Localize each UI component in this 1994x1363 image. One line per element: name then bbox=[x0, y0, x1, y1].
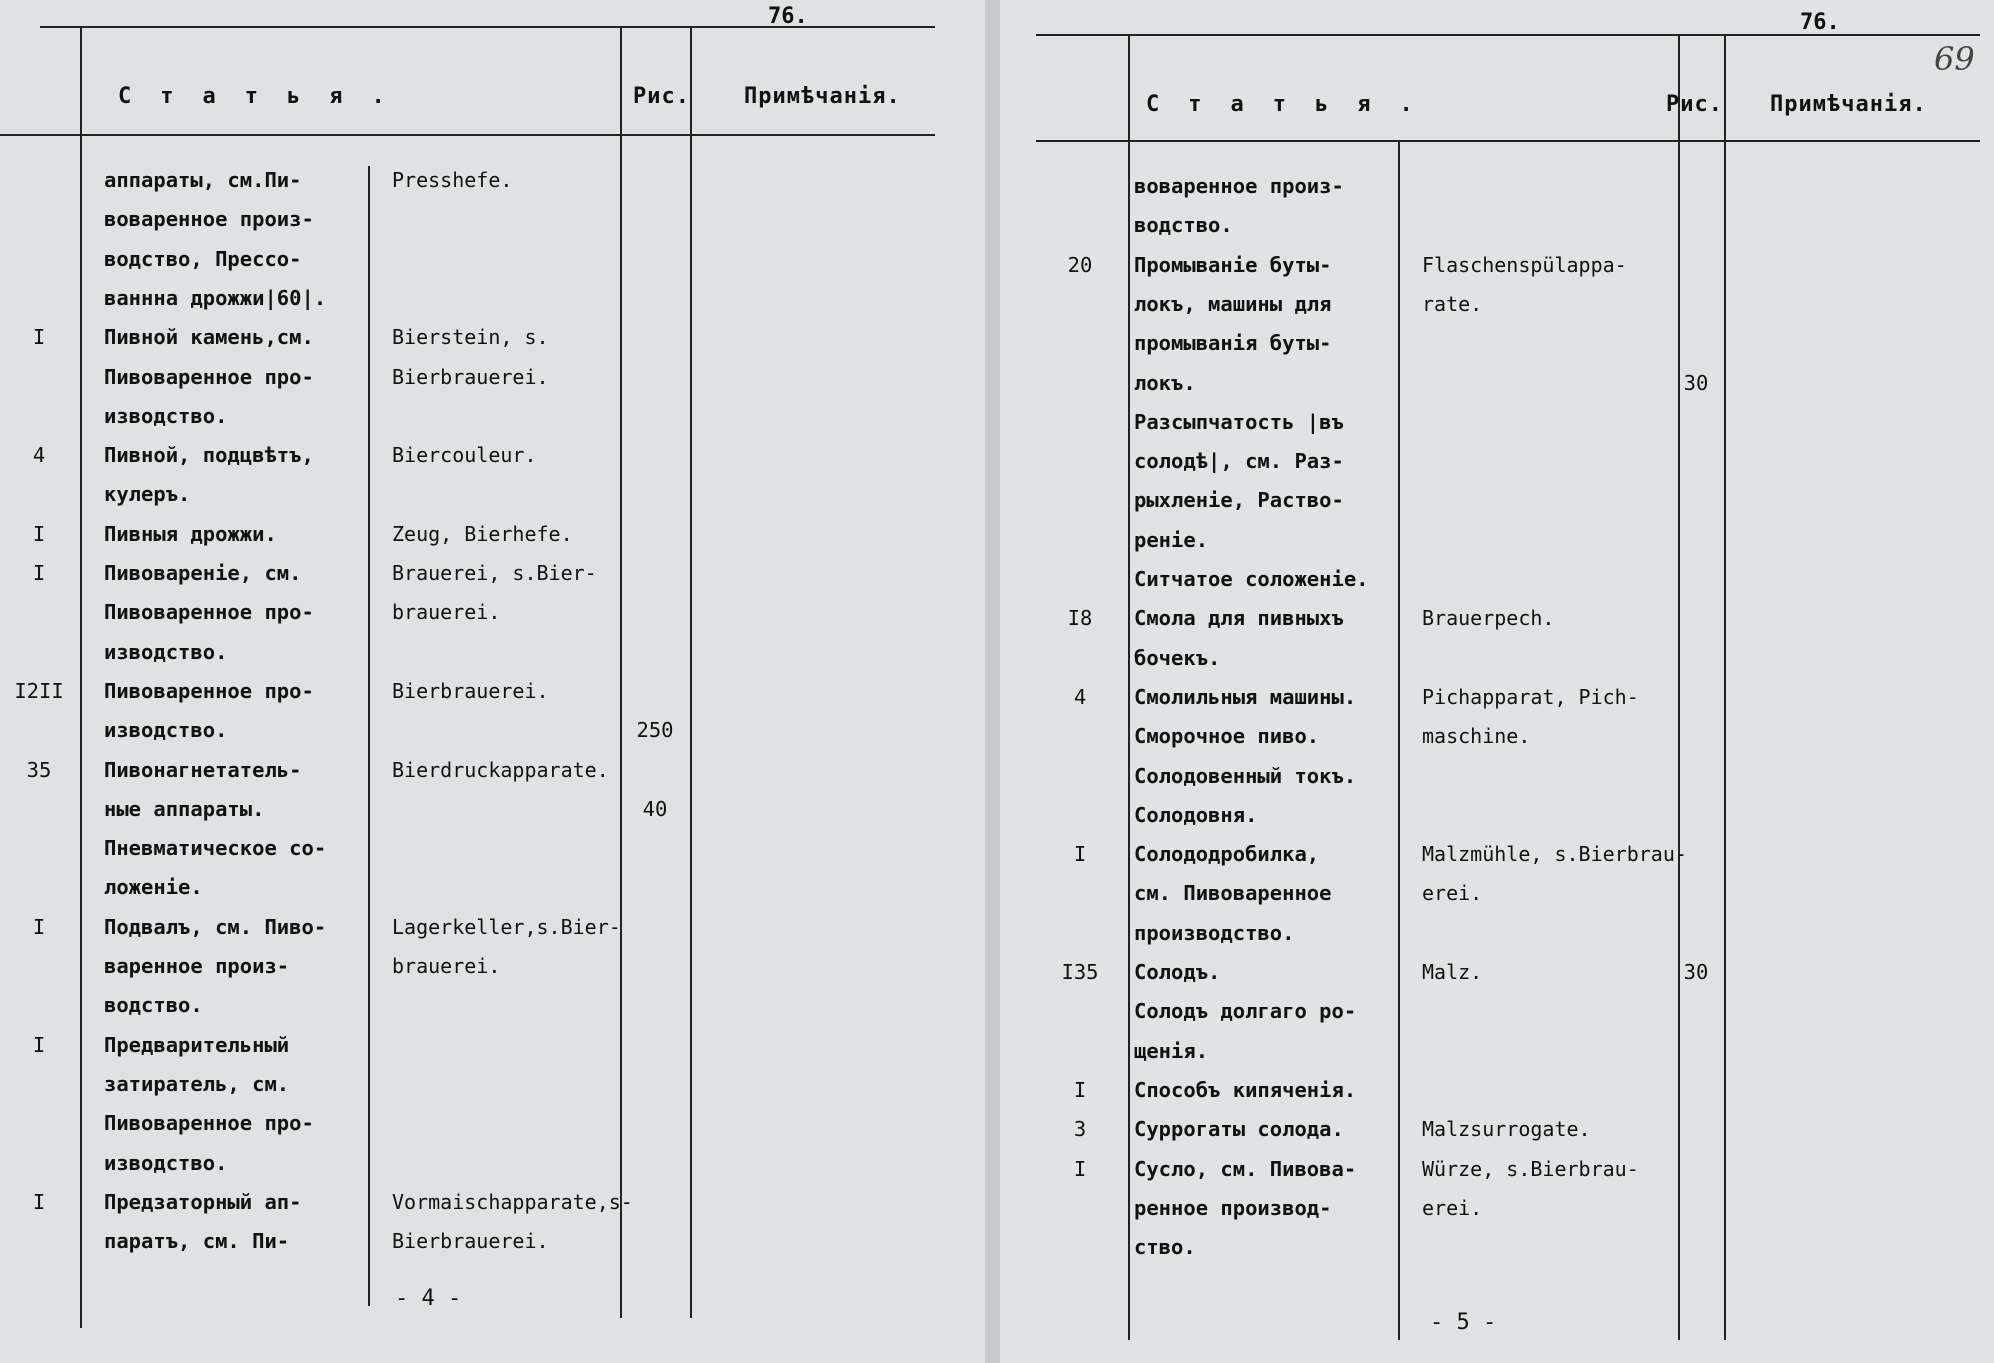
entry-term-russian: ство. bbox=[1134, 1235, 1196, 1260]
entry-term-german: maschine. bbox=[1422, 724, 1531, 749]
table-row bbox=[1000, 205, 1994, 245]
table-row bbox=[1000, 1070, 1994, 1110]
entry-term-russian: Пивоваренное про- bbox=[104, 678, 314, 703]
table-row bbox=[1000, 913, 1994, 953]
entry-term-russian: промыванія буты- bbox=[1134, 331, 1332, 356]
entry-term-russian: паратъ, см. Пи- bbox=[104, 1229, 290, 1254]
table-row bbox=[0, 1221, 985, 1261]
entry-term-russian: Пивныя дрожжи. bbox=[104, 521, 277, 546]
page-number: 76. bbox=[768, 4, 808, 29]
right-page bbox=[1000, 0, 1994, 1363]
entry-term-russian: реніе. bbox=[1134, 527, 1209, 552]
entry-term-german: rate. bbox=[1422, 291, 1483, 316]
table-row bbox=[0, 1182, 985, 1222]
page-number: 76. bbox=[1800, 10, 1840, 35]
entry-term-german: erei. bbox=[1422, 881, 1483, 906]
left-page bbox=[0, 0, 985, 1363]
entry-term-russian: изводство. bbox=[104, 403, 228, 428]
entry-term-russian: Суррогаты солода. bbox=[1134, 1117, 1344, 1142]
table-row bbox=[1000, 166, 1994, 206]
table-row bbox=[0, 946, 985, 986]
entry-term-german: Bierbrauerei. bbox=[392, 678, 549, 703]
table-row bbox=[1000, 756, 1994, 796]
entry-figure-count: 40 bbox=[642, 796, 668, 821]
entry-term-russian: Сусло, см. Пивова- bbox=[1134, 1156, 1357, 1181]
entry-term-russian: Солодовенный токъ. bbox=[1134, 763, 1357, 788]
entry-term-russian: Солодовня. bbox=[1134, 802, 1258, 827]
entry-number: I bbox=[1073, 1156, 1087, 1181]
entry-number: I bbox=[32, 1032, 46, 1057]
entry-number: I bbox=[1073, 842, 1087, 867]
table-row bbox=[0, 985, 985, 1025]
table-row bbox=[0, 671, 985, 711]
entry-number: I bbox=[32, 914, 46, 939]
table-row bbox=[1000, 1149, 1994, 1189]
table-row bbox=[1000, 480, 1994, 520]
table-row bbox=[1000, 716, 1994, 756]
entry-term-russian: локъ. bbox=[1134, 370, 1196, 395]
entry-term-russian: Пивоваренное про- bbox=[104, 600, 314, 625]
entry-term-russian: ренное производ- bbox=[1134, 1195, 1332, 1220]
entry-term-russian: Солодъ. bbox=[1134, 960, 1221, 984]
table-row bbox=[1000, 1109, 1994, 1149]
table-row bbox=[1000, 245, 1994, 285]
entry-term-russian: Промываніе буты- bbox=[1134, 252, 1332, 277]
entry-figure-count: 30 bbox=[1683, 960, 1709, 984]
entry-term-german: Bierdruckapparate. bbox=[392, 757, 609, 782]
table-row bbox=[0, 474, 985, 514]
entry-term-german: Malzsurrogate. bbox=[1422, 1117, 1591, 1142]
table-row bbox=[0, 592, 985, 632]
entry-term-russian: Смола для пивныхъ bbox=[1134, 606, 1344, 631]
entry-term-russian: Пивоваренное про- bbox=[104, 364, 314, 389]
entry-term-russian: Пневматическое со- bbox=[104, 836, 327, 861]
entry-term-german: Bierstein, s. bbox=[392, 325, 549, 350]
entry-term-russian: щенія. bbox=[1134, 1038, 1209, 1063]
entry-term-russian: ные аппараты. bbox=[104, 796, 265, 821]
entry-term-russian: см. Пивоваренное bbox=[1134, 881, 1332, 906]
entry-term-german: Biercouleur. bbox=[392, 443, 537, 468]
table-row bbox=[1000, 1031, 1994, 1071]
header-notes: Примѣчанія. bbox=[744, 84, 901, 109]
table-row bbox=[0, 317, 985, 357]
table-row bbox=[0, 789, 985, 829]
entry-term-russian: водство, Прессо- bbox=[104, 246, 302, 271]
entry-term-russian: Предварительный bbox=[104, 1032, 290, 1057]
table-row bbox=[0, 278, 985, 318]
table-row bbox=[1000, 441, 1994, 481]
header-rule bbox=[1036, 140, 1980, 142]
entry-number: I bbox=[32, 1189, 46, 1214]
table-row bbox=[0, 1103, 985, 1143]
table-row bbox=[1000, 1227, 1994, 1267]
entry-term-russian: изводство. bbox=[104, 639, 228, 664]
entry-term-russian: Разсыпчатость |въ bbox=[1134, 409, 1344, 434]
header-article: Статья. bbox=[118, 84, 414, 109]
entry-term-german: Zeug, Bierhefe. bbox=[392, 521, 573, 546]
entry-number: I bbox=[32, 521, 46, 546]
table-row bbox=[0, 828, 985, 868]
table-row bbox=[0, 396, 985, 436]
entry-term-russian: воваренное произ- bbox=[104, 207, 314, 232]
entry-term-german: Malzmühle, s.Bierbrau- bbox=[1422, 842, 1687, 867]
table-row bbox=[0, 710, 985, 750]
entry-term-german: Presshefe. bbox=[392, 168, 513, 192]
entry-number: I2II bbox=[14, 678, 64, 703]
entry-term-german: Lagerkeller,s.Bier- bbox=[392, 914, 621, 939]
top-rule bbox=[40, 26, 935, 28]
table-row bbox=[1000, 638, 1994, 678]
entry-term-german: Pichapparat, Pich- bbox=[1422, 684, 1639, 709]
table-row bbox=[1000, 677, 1994, 717]
entry-number: I bbox=[32, 325, 46, 350]
page-footer: - 4 - bbox=[395, 1286, 462, 1311]
table-row bbox=[1000, 598, 1994, 638]
table-row bbox=[0, 632, 985, 672]
entry-term-russian: Смолильныя машины. bbox=[1134, 684, 1357, 709]
entry-term-russian: Пивовареніе, см. bbox=[104, 561, 302, 585]
entry-term-russian: аппараты, см.Пи- bbox=[104, 168, 302, 192]
entry-term-german: Vormaischapparate,s- bbox=[392, 1189, 633, 1214]
entry-term-russian: водство. bbox=[104, 993, 203, 1018]
table-row bbox=[1000, 323, 1994, 363]
table-row bbox=[1000, 952, 1994, 992]
header-article: Статья. bbox=[1146, 92, 1442, 117]
entry-term-russian: Сморочное пиво. bbox=[1134, 724, 1320, 749]
entry-term-russian: Ситчатое соложеніе. bbox=[1134, 567, 1369, 591]
entry-term-russian: Пивной камень,см. bbox=[104, 325, 314, 350]
entry-term-russian: изводство. bbox=[104, 1150, 228, 1175]
entry-number: 3 bbox=[1073, 1117, 1087, 1142]
handwritten-page-number: 69 bbox=[1934, 40, 1975, 78]
header-rule bbox=[0, 134, 935, 136]
table-row bbox=[1000, 991, 1994, 1031]
entry-number: I bbox=[32, 561, 46, 585]
table-row bbox=[1000, 1188, 1994, 1228]
entry-term-russian: локъ, машины для bbox=[1134, 291, 1332, 316]
header-fig: Рис. bbox=[633, 84, 690, 109]
table-row bbox=[0, 435, 985, 475]
entry-term-russian: Пивонагнетатель- bbox=[104, 757, 302, 782]
entry-term-german: brauerei. bbox=[392, 954, 501, 978]
table-row bbox=[0, 750, 985, 790]
table-row bbox=[1000, 284, 1994, 324]
entry-term-russian: Солодъ долгаго ро- bbox=[1134, 999, 1357, 1024]
entry-term-russian: кулеръ. bbox=[104, 482, 191, 507]
entry-term-russian: Пивной, подцвѣтъ, bbox=[104, 443, 314, 468]
entry-term-russian: рыхленіе, Раство- bbox=[1134, 488, 1344, 513]
top-rule bbox=[1036, 34, 1980, 36]
entry-term-russian: ложеніе. bbox=[104, 875, 203, 900]
table-row bbox=[1000, 363, 1994, 403]
table-row bbox=[1000, 873, 1994, 913]
entry-term-russian: бочекъ. bbox=[1134, 645, 1221, 670]
entry-term-german: Brauerei, s.Bier- bbox=[392, 561, 597, 585]
entry-term-russian: затиратель, см. bbox=[104, 1071, 290, 1096]
entry-term-russian: варенное произ- bbox=[104, 954, 290, 978]
table-row bbox=[1000, 834, 1994, 874]
entry-number: 4 bbox=[1073, 684, 1087, 709]
table-row bbox=[1000, 520, 1994, 560]
table-row bbox=[1000, 402, 1994, 442]
page-footer: - 5 - bbox=[1430, 1310, 1497, 1335]
entry-term-russian: ваннна дрожжи|60|. bbox=[104, 285, 327, 310]
entry-term-russian: производство. bbox=[1134, 920, 1295, 945]
entry-term-russian: солодѣ|, см. Раз- bbox=[1134, 449, 1344, 474]
entry-term-russian: Солододробилка, bbox=[1134, 842, 1320, 867]
entry-term-german: Flaschenspülappa- bbox=[1422, 252, 1627, 277]
table-row bbox=[0, 1025, 985, 1065]
table-row bbox=[0, 357, 985, 397]
entry-term-russian: Подвалъ, см. Пиво- bbox=[104, 914, 327, 939]
entry-number: I bbox=[1073, 1077, 1087, 1102]
entry-figure-count: 250 bbox=[636, 718, 674, 743]
entry-number: I8 bbox=[1067, 606, 1093, 631]
entry-number: 20 bbox=[1067, 252, 1093, 277]
entry-term-german: erei. bbox=[1422, 1195, 1483, 1220]
entry-number: I35 bbox=[1061, 960, 1099, 984]
header-fig: Рис. bbox=[1666, 92, 1723, 117]
table-row bbox=[0, 160, 985, 200]
table-row bbox=[0, 1143, 985, 1183]
table-row bbox=[0, 867, 985, 907]
entry-term-german: brauerei. bbox=[392, 600, 501, 625]
table-row bbox=[0, 239, 985, 279]
entry-term-german: Malz. bbox=[1422, 960, 1483, 984]
entry-term-russian: изводство. bbox=[104, 718, 228, 743]
header-notes: Примѣчанія. bbox=[1770, 92, 1927, 117]
entry-figure-count: 30 bbox=[1683, 370, 1709, 395]
entry-term-russian: Пивоваренное про- bbox=[104, 1111, 314, 1136]
entry-term-russian: водство. bbox=[1134, 213, 1233, 238]
binding-gutter bbox=[985, 0, 1000, 1363]
entry-term-german: Brauerpech. bbox=[1422, 606, 1555, 631]
table-row bbox=[1000, 795, 1994, 835]
table-row bbox=[0, 553, 985, 593]
entry-term-russian: Предзаторный ап- bbox=[104, 1189, 302, 1214]
table-row bbox=[1000, 559, 1994, 599]
entry-term-german: Bierbrauerei. bbox=[392, 364, 549, 389]
table-row bbox=[0, 514, 985, 554]
table-row bbox=[0, 1064, 985, 1104]
entry-term-german: Bierbrauerei. bbox=[392, 1229, 549, 1254]
entry-number: 4 bbox=[32, 443, 46, 468]
entry-term-russian: Способъ кипяченія. bbox=[1134, 1077, 1357, 1102]
table-row bbox=[0, 199, 985, 239]
entry-term-german: Würze, s.Bierbrau- bbox=[1422, 1156, 1639, 1181]
entry-number: 35 bbox=[26, 757, 52, 782]
entry-term-russian: воваренное произ- bbox=[1134, 174, 1344, 198]
table-row bbox=[0, 907, 985, 947]
